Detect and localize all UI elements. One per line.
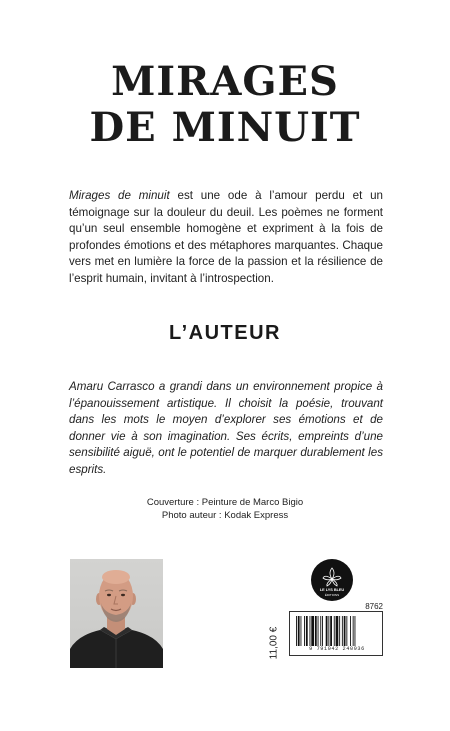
edition-code: 8762 [365, 602, 383, 611]
book-title-line2: DE MINUIT [89, 104, 361, 151]
book-title-line1: MIRAGES [111, 58, 339, 105]
synopsis-text: est une ode à l’amour perdu et un témoignage sur la douleur du deuil. Les poèmes ne forment qu’un seul ensemble homogène et expriment à la fois de profondes émotions et des métaphores marquantes. Chaque vers met en lumière la force de la passion et la résilience de l’esprit humain, invitant à l’introspection. [69, 189, 384, 285]
author-bio: Amaru Carrasco a grandi dans un environnement propice à l’épanouissement artistique. Il choisit la poésie, trouvant dans les mots le moyen d’explorer ses émotions et de donner vie à son imagination. Ses écrits, empreints d’une sensibilité aiguë, ont le potentiel de marquer durablement les esprits. [69, 380, 383, 476]
publisher-logo-sub: ÉDITIONS [324, 592, 340, 597]
author-portrait-image [70, 559, 163, 668]
synopsis-paragraph [69, 188, 383, 287]
barcode [289, 611, 383, 656]
publisher-logo-name: LE LYS BLEU [319, 588, 345, 592]
barcode-bars [296, 616, 378, 646]
price-label [262, 623, 286, 663]
credits [0, 497, 450, 522]
author-heading: L’AUTEUR [169, 322, 281, 344]
photo-credit: Photo auteur : Kodak Express [161, 509, 289, 521]
cover-credit: Couverture : Peinture de Marco Bigio [146, 497, 304, 508]
synopsis-italic-title: Mirages de minuit [69, 189, 170, 202]
barcode-digits: 9 791042 240936 [309, 646, 365, 652]
publisher-logo [311, 559, 353, 601]
author-photo [70, 559, 163, 668]
price-text: 11,00 € [268, 626, 280, 660]
